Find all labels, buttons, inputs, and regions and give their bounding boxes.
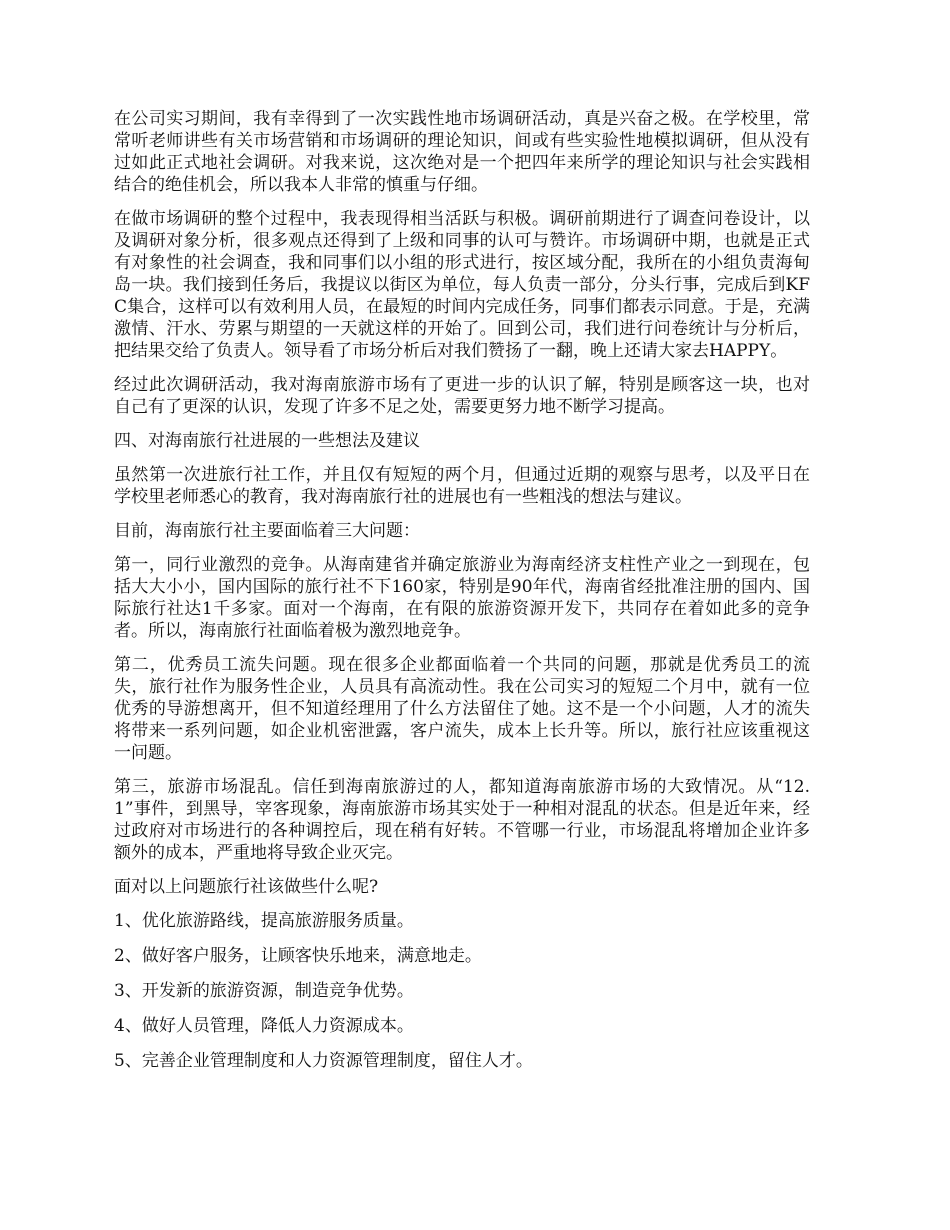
paragraph-problem-competition: 第一，同行业激烈的竞争。从海南建省并确定旅游业为海南经济支柱性产业之一到现在，包括大大小小，国内国际的旅行社不下160家，特别是90年代，海南省经批准注册的国内、国际旅行社达1千多家。面对一个海南，在有限的旅游资源开发下，共同存在着如此多的竞争者。所以，海南旅行社面临着极为激烈地竞争。 (114, 555, 810, 641)
paragraph-survey-reflection: 经过此次调研活动，我对海南旅游市场有了更进一步的认识了解，特别是顾客这一块，也对自己有了更深的认识，发现了许多不足之处，需要更努力地不断学习提高。 (114, 375, 810, 417)
section-heading: 四、对海南旅行社进展的一些想法及建议 (114, 431, 420, 451)
paragraph-problem-market-chaos: 第三，旅游市场混乱。信任到海南旅游过的人，都知道海南旅游市场的大致情况。从“12.1”事件，到黑导，宰客现象，海南旅游市场其实处于一种相对混乱的状态。但是近年来，经过政府对市场进行的各种调控后，现在稍有好转。不管哪一行业，市场混乱将增加企业许多额外的成本，严重地将导致企业灭完。 (114, 777, 810, 863)
paragraph-problems-lead: 目前，海南旅行社主要面临着三大问题： (114, 521, 420, 541)
suggestion-list (114, 910, 810, 1072)
paragraph-problem-staff-turnover: 第二，优秀员工流失问题。现在很多企业都面临着一个共同的问题，那就是优秀员工的流失，旅行社作为服务性企业，人员具有高流动性。我在公司实习的短短二个月中，就有一位优秀的导游想离开，但不知道经理用了什么方法留住了她。这不是一个小问题，人才的流失将带来一系列问题，如企业机密泄露，客户流失，成本上长升等。所以，旅行社应该重视这一问题。 (114, 655, 810, 763)
paragraph-question: 面对以上问题旅行社该做些什么呢? (114, 877, 379, 897)
list-item: 1、优化旅游路线，提高旅游服务质量。 (114, 911, 414, 931)
list-item: 2、做好客户服务，让顾客快乐地来，满意地走。 (114, 946, 482, 966)
list-item: 5、完善企业管理制度和人力资源管理制度，留住人才。 (114, 1051, 533, 1071)
list-item: 3、开发新的旅游资源，制造竞争优势。 (114, 981, 414, 1001)
paragraph-intro: 虽然第一次进旅行社工作，并且仅有短短的两个月，但通过近期的观察与思考，以及平日在学校里老师悉心的教育，我对海南旅行社的进展也有一些粗浅的想法与建议。 (114, 465, 810, 507)
list-item: 4、做好人员管理，降低人力资源成本。 (114, 1016, 414, 1036)
paragraph-survey-process: 在做市场调研的整个过程中，我表现得相当活跃与积极。调研前期进行了调查问卷设计，以及调研对象分析，很多观点还得到了上级和同事的认可与赞许。市场调研中期，也就是正式有对象性的社会调查，我和同事们以小组的形式进行，按区域分配，我所在的小组负责海甸岛一块。我们接到任务后，我提议以街区为单位，每人负责一部分，分头行事，完成后到KFC集合，这样可以有效利用人员，在最短的时间内完成任务，同事们都表示同意。于是，充满激情、汗水、劳累与期望的一天就这样的开始了。回到公司，我们进行问卷统计与分析后，把结果交给了负责人。领导看了市场分析后对我们赞扬了一翻，晚上还请大家去HAPPY。 (114, 209, 810, 361)
paragraph-internship-survey: 在公司实习期间，我有幸得到了一次实践性地市场调研活动，真是兴奋之极。在学校里，常常听老师讲些有关市场营销和市场调研的理论知识，间或有些实验性地模拟调研，但从没有过如此正式地社会调研。对我来说，这次绝对是一个把四年来所学的理论知识与社会实践相结合的绝佳机会，所以我本人非常的慎重与仔细。 (114, 109, 810, 195)
